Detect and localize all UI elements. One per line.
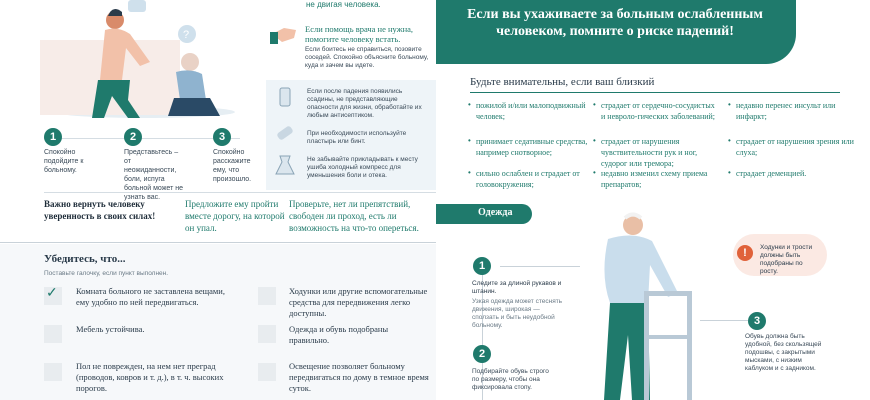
elderly-walker-illustration [570, 205, 710, 400]
hand-icon [270, 20, 300, 46]
step-3-text: Спокойно расскажите ему, что произошло. [213, 149, 252, 183]
risk-column-3: • недавно перенес инсульт или инфаркт; • страдает от нарушения зрения или слуха; • страдает деменцией. [728, 100, 856, 198]
step-1-text: Спокойно подойдите к больному. [44, 149, 84, 174]
ice-bag-icon [274, 154, 296, 178]
point-1-connector [500, 266, 580, 267]
risk-item: недавно изменил схему приема препаратов; [601, 169, 708, 189]
tip-cold-compress: Не забывайте прикладывать к месту ушиба холодный компресс для уменьшения боли и отека. [307, 156, 418, 179]
clothing-tag-label: Одежда [478, 207, 513, 218]
point-3-number: 3 [748, 312, 766, 330]
risk-item: страдает от нарушения зрения или слуха; [736, 137, 854, 157]
point-3-text: Обувь должна быть удобной, без скользящей подошвы, с закрытыми мысками, с низким каблуком и с задником. [745, 333, 822, 372]
point-3-connector [700, 320, 748, 321]
banner-text: Если вы ухаживаете за больным ослабленным человеком, помните о риске падений! [467, 7, 763, 39]
helper-illustration [40, 0, 250, 120]
check-item-clothes: Одежда и обувь подобраны правильно. [289, 324, 389, 345]
checkbox-clothes[interactable] [258, 325, 276, 343]
help-text: Если боитесь не справиться, позовите соседей. Спокойно объясните больному, куда и зачем вы идете. [305, 46, 429, 69]
walker-warning-text: Ходунки и трости должны быть подобраны по росту. [760, 244, 813, 275]
exclamation-icon: ! [737, 245, 753, 261]
checkbox-floor[interactable] [44, 363, 62, 381]
check-item-lighting: Освещение позволяет больному передвигаться по дому в темное время суток. [289, 361, 429, 393]
step-2-number: 2 [124, 128, 142, 146]
bandage-icon [274, 122, 296, 144]
risk-column-2: • страдает от сердечно-сосудистых и невроло-гических заболеваний; • страдает от нарушения чувствительности рук и ног, судорог или тремора; • недавно изменил схему приема препаратов; [593, 100, 718, 198]
step-3-number: 3 [213, 128, 231, 146]
point-1-text: Узкая одежда может стеснять движения, широкая — сползать и быть неудобной больному. [472, 298, 563, 329]
checkmark-icon: ✓ [46, 284, 58, 300]
risk-item: страдает от нарушения чувствительности рук и ног, судорог или тремора; [601, 137, 698, 168]
steps-divider [44, 138, 240, 139]
ensure-title: Убедитесь, что... [44, 253, 126, 265]
step-2-text: Представьтесь – от неожиданности, боли, испуга больной может не узнать вас. [124, 149, 183, 201]
offer-statement: Предложите ему пройти вместе дорогу, на которой он упал. [185, 199, 285, 233]
svg-text:?: ? [183, 29, 190, 41]
point-1-title: Следите за длиной рукавов и штанин. [472, 280, 562, 295]
antiseptic-icon [274, 86, 296, 108]
checkbox-furniture[interactable] [44, 325, 62, 343]
important-statement: Важно вернуть человеку уверенность в своих силах! [44, 199, 156, 221]
check-item-floor: Пол не поврежден, на нем нет преград (проводов, ковров и т. д.), в т. ч. высоких порогов. [76, 361, 224, 393]
risk-column-1: • пожилой и/или малоподвижный человек; • принимает седативные средства, например снотворное; • сильно ослаблен и страдает от головокружения; [468, 100, 588, 189]
statement-divider [44, 192, 436, 193]
attention-heading: Будьте внимательны, если ваш близкий [470, 76, 655, 88]
risk-item: принимает седативные средства, например снотворное; [476, 137, 588, 157]
top-fragment: не двигая человека. [306, 0, 381, 9]
checkbox-walker[interactable] [258, 287, 276, 305]
help-title: Если помощь врача не нужна, помогите человеку встать. [305, 24, 414, 44]
risk-item: недавно перенес инсульт или инфаркт; [736, 101, 836, 121]
risk-item: страдает от сердечно-сосудистых и невроло-гических заболеваний; [601, 101, 716, 121]
check-item-room: Комната больного не заставлена вещами, ему удобно по ней передвигаться. [76, 286, 225, 307]
check-item-walker: Ходунки или другие вспомогательные средства для передвижения легко доступны. [289, 286, 428, 318]
attention-underline [470, 92, 840, 93]
section-divider [0, 242, 436, 243]
point-2-text: Подбирайте обувь строго по размеру, чтобы она фиксировала стопу. [472, 368, 549, 391]
check-item-furniture: Мебель устойчива. [76, 324, 145, 334]
tip-antiseptic: Если после падения появились ссадины, не представляющие опасности для жизни, обработайте их любым антисептиком. [307, 88, 422, 119]
tip-bandage: При необходимости используйте пластырь или бинт. [307, 130, 407, 145]
ensure-subtitle: Поставьте галочку, если пункт выполнен. [44, 270, 169, 277]
risk-item: пожилой и/или малоподвижный человек; [476, 101, 586, 121]
checkbox-lighting[interactable] [258, 363, 276, 381]
point-2-number: 2 [473, 345, 491, 363]
risk-item: страдает деменцией. [736, 169, 807, 178]
point-1-number: 1 [473, 257, 491, 275]
check-statement: Проверьте, нет ли препятствий, свободен ли проход, есть ли возможность на что-то опереться. [289, 199, 419, 233]
step-1-number: 1 [44, 128, 62, 146]
risk-item: сильно ослаблен и страдает от головокружения; [476, 169, 580, 189]
